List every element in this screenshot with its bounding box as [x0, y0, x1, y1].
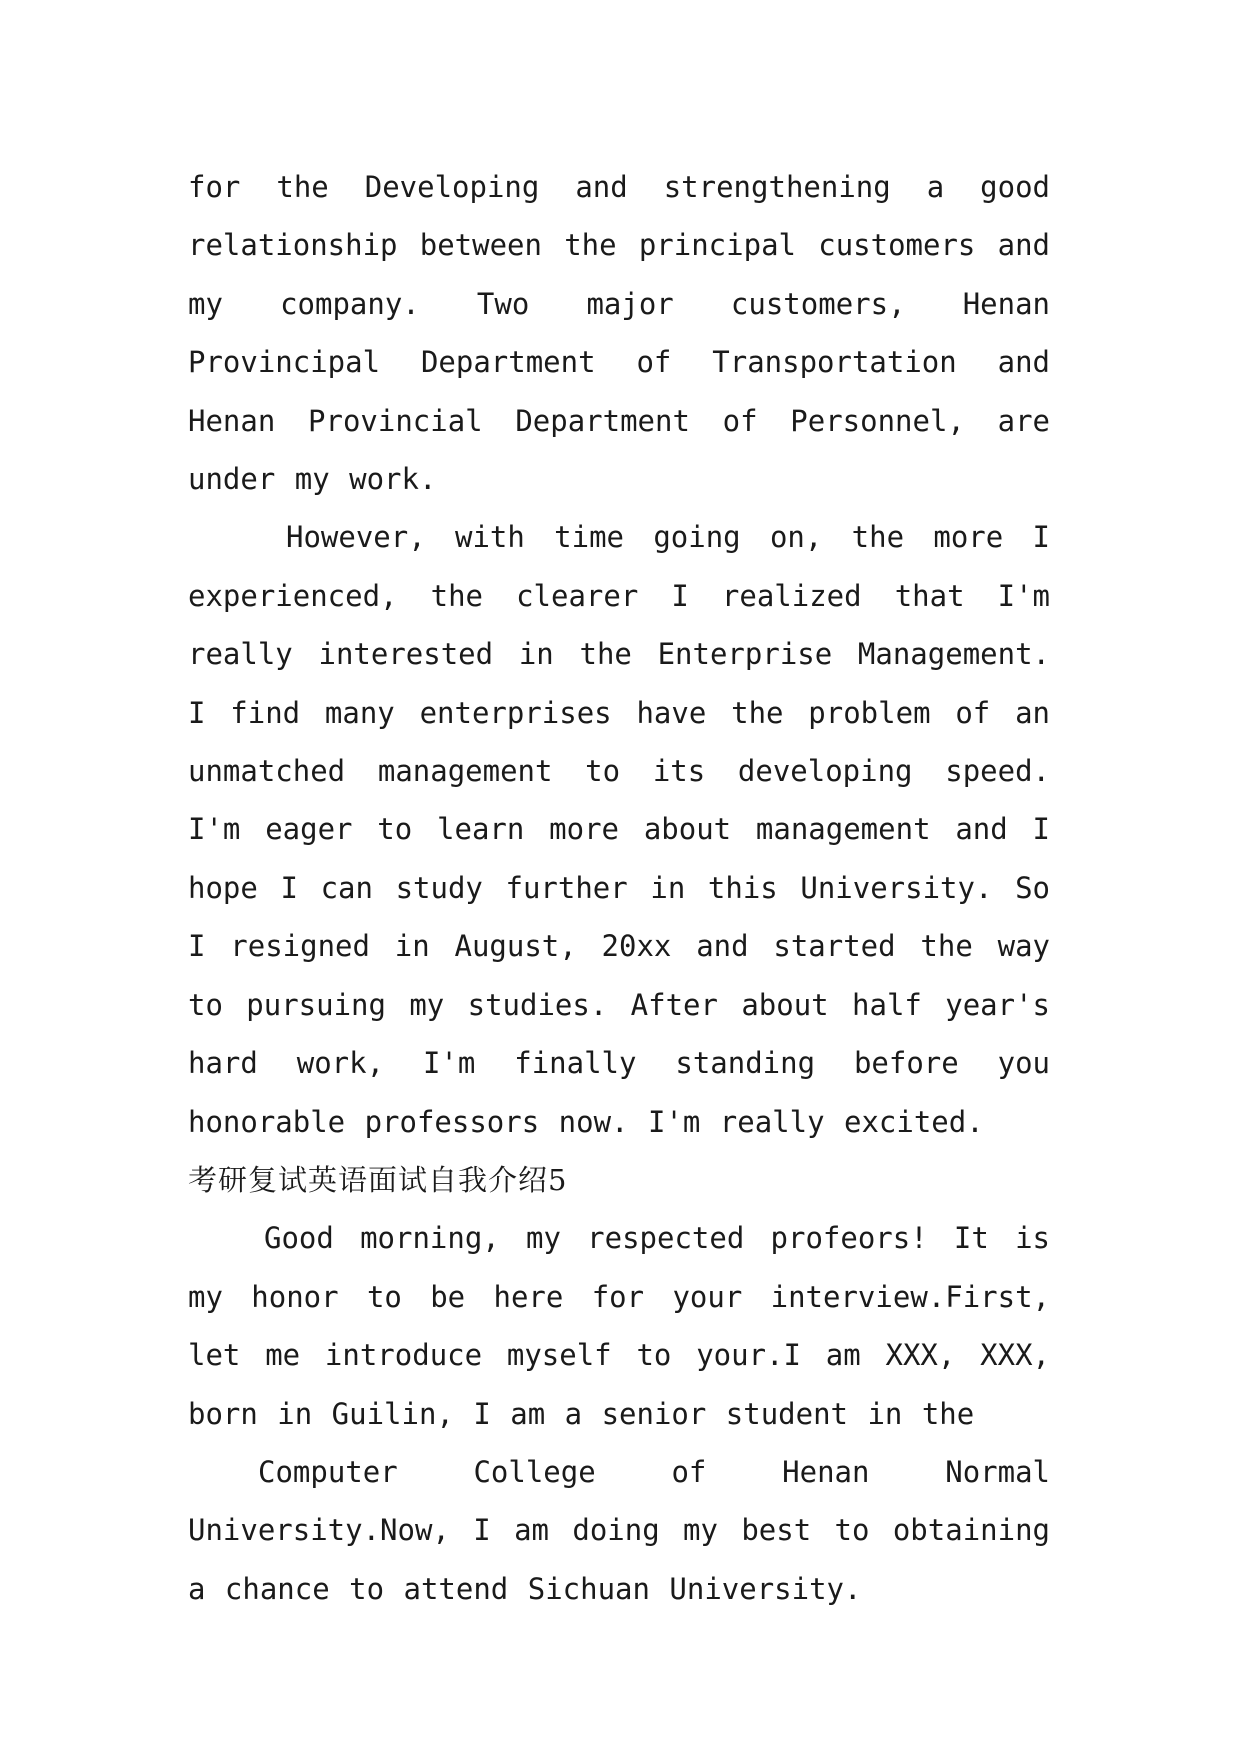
- paragraph-customers: for the Developing and strengthening a good relationship between the principal customers and my company. Two major customers, Henan Provincipal Department of Transportation and Henan Provincial Department of Personnel, are under my work.: [188, 170, 1050, 497]
- section-heading: 考研复试英语面试自我介绍5: [188, 1162, 568, 1197]
- paragraph-college: Computer College of Henan Normal University.Now, I am doing my best to obtaining a chance to attend Sichuan University.: [188, 1454, 1050, 1606]
- paragraph-enterprise-management: However, with time going on, the more I experienced, the clearer I realized that I'm really interested in the Enterprise Management. I find many enterprises have the problem of an unmatched management to its developing speed. I'm eager to learn more about management and I hope I can study further in this University. So I resigned in August, 20xx and started the way to pursuing my studies. After about half year's hard work, I'm finally standing before you honorable professors now. I'm really excited.: [188, 520, 1050, 1139]
- paragraph-greeting: Good morning, my respected profeors! It is my honor to be here for your interview.First, let me introduce myself to your.I am XXX, XXX, born in Guilin, I am a senior student in the: [188, 1221, 1050, 1431]
- document-body: [188, 158, 1050, 1618]
